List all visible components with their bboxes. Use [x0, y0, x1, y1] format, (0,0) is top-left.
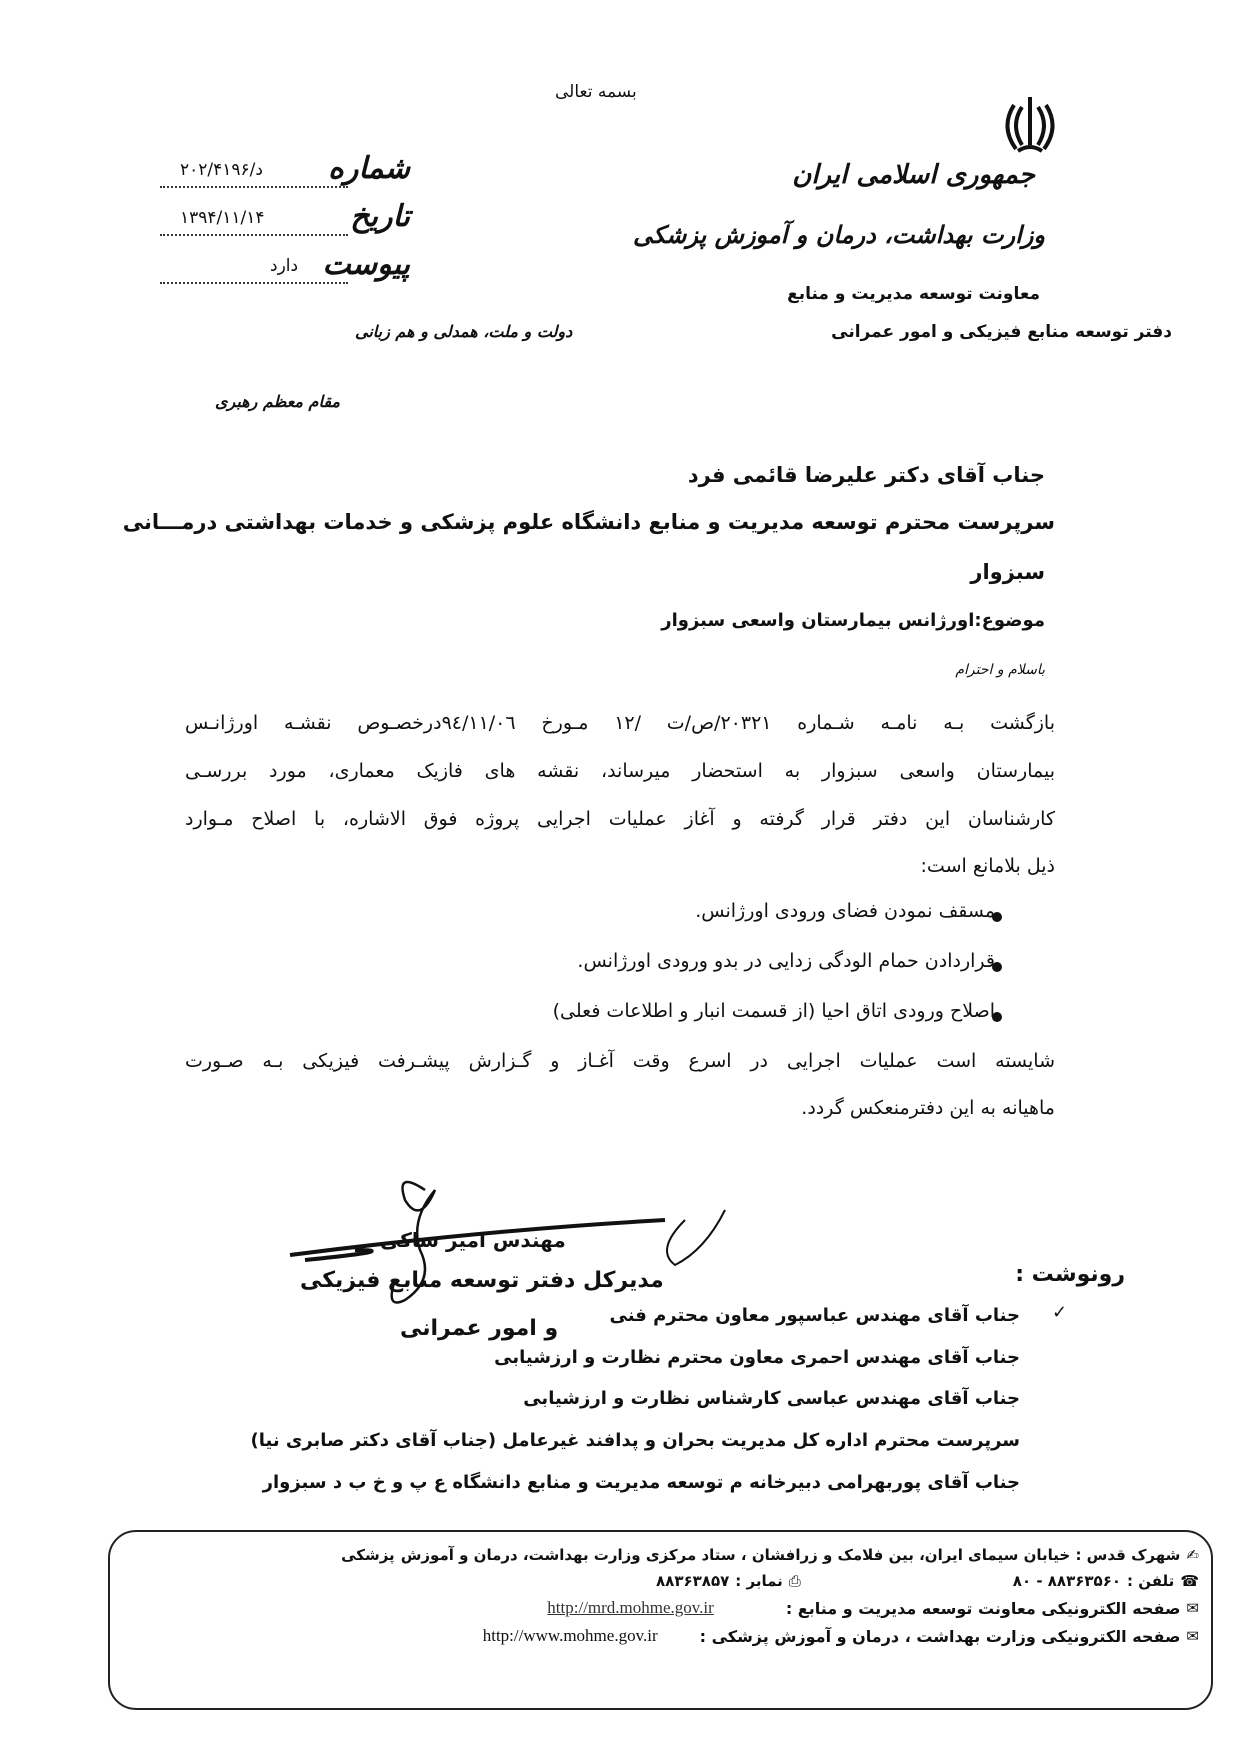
body-line: بیمارستان واسعی سبزوار به استحضار میرساند، نقشه های فازیک معماری، مورد بررسـی — [185, 760, 1055, 782]
bullet-item: قراردادن حمام الودگی زدایی در بدو ورودی اورژانس. — [577, 950, 995, 972]
deputy-title: معاونت توسعه مدیریت و منابع — [787, 284, 1040, 304]
web2-link[interactable]: http://www.mohme.gov.ir — [482, 1626, 658, 1645]
cc-item: جناب آقای مهندس عباسی کارشناس نظارت و ارزشیابی — [523, 1388, 1020, 1409]
republic-title: جمهوری اسلامی ایران — [792, 160, 1035, 190]
dotted-line — [160, 234, 348, 236]
office-title: دفتر توسعه منابع فیزیکی و امور عمرانی — [831, 322, 1172, 342]
bullet-item: اصلاح ورودی اتاق احیا (از قسمت انبار و اطلاعات فعلی) — [552, 1000, 995, 1022]
pen-icon: ✍ — [1186, 1546, 1199, 1564]
addressee-name: جناب آقای دکتر علیرضا قائمی فرد — [687, 463, 1045, 487]
signer-title: مدیرکل دفتر توسعه منابع فیزیکی — [300, 1268, 664, 1293]
number-value: د/۲۰۲/۴۱۹۶ — [180, 160, 263, 180]
body-line: بازگشت بـه نامـه شـماره ۲۰۳۲۱/ص/ت /۱۲ مـورخ ۹٤/۱۱/۰٦درخصـوص نقشـه اورژانـس — [185, 712, 1055, 734]
check-icon: ✓ — [1052, 1302, 1068, 1323]
signer-name: مهندس امیر ساکی — [380, 1228, 566, 1252]
dotted-line — [160, 282, 348, 284]
body-line: کارشناسان این دفتر قرار گرفته و آغاز عملیات اجرایی پروژه فوق الاشاره، با اصلاح مـوارد — [185, 808, 1055, 830]
letter-date-field — [160, 198, 410, 238]
phone-fax-row — [122, 1572, 1199, 1590]
phone-value: ۸۸۳۶۳۵۶۰ - ۸۰ — [1012, 1572, 1122, 1590]
attachment-label: پیوست — [322, 247, 410, 282]
number-label: شماره — [328, 151, 410, 186]
cc-item: جناب آقای مهندس عباسپور معاون محترم فنی — [609, 1305, 1020, 1326]
cc-item: جناب آقای پوربهرامی دبیرخانه م توسعه مدیریت و منابع دانشگاه ع پ و خ ب د سبزوار — [262, 1472, 1020, 1493]
address-line: شهرک قدس : خیابان سیمای ایران، بین فلامک و زرافشان ، ستاد مرکزی وزارت بهداشت، درمان و آموزش — [400, 1546, 1181, 1564]
date-value: ۱۳۹۴/۱۱/۱۴ — [180, 208, 265, 228]
web1-row — [122, 1598, 1199, 1618]
web1-label: صفحه الکترونیکی معاونت توسعه مدیریت و منابع : — [785, 1598, 1181, 1618]
envelope-icon: ✉ — [1186, 1599, 1199, 1617]
web2-row — [122, 1626, 1199, 1646]
closing-line: ماهیانه به این دفترمنعکس گردد. — [801, 1097, 1055, 1119]
cc-item: سرپرست محترم اداره کل مدیریت بحران و پدافند غیرعامل (جناب آقای دکتر صابری نیا) — [250, 1430, 1020, 1451]
footer-box — [108, 1530, 1213, 1710]
envelope-icon: ✉ — [1186, 1627, 1199, 1645]
body-line: ذیل بلامانع است: — [920, 855, 1055, 877]
address-row — [122, 1546, 1199, 1564]
fax-icon: ⎙ — [788, 1572, 801, 1590]
emblem-icon — [1000, 95, 1060, 157]
slogan-source: مقام معظم رهبری — [215, 392, 340, 411]
phone-icon: ☎ — [1180, 1572, 1199, 1590]
web1-link[interactable]: http://mrd.mohme.gov.ir — [547, 1598, 714, 1617]
invocation: بسمه تعالی — [555, 82, 637, 102]
letter-number-field — [160, 150, 410, 190]
date-label: تاریخ — [350, 199, 410, 234]
bullet-item: مسقف نمودن فضای ورودی اورژانس. — [695, 900, 995, 922]
phone-label: تلفن : — [1127, 1572, 1175, 1590]
cc-label: رونوشت : — [1015, 1262, 1125, 1287]
addressee-city: سبزوار — [970, 560, 1045, 584]
signer-title-cont: و امور عمرانی — [400, 1316, 559, 1341]
slogan: دولت و ملت، همدلی و هم زبانی — [355, 322, 573, 341]
attachment-field — [160, 246, 410, 286]
web2-label: صفحه الکترونیکی وزارت بهداشت ، درمان و آموزش پزشکی : — [699, 1626, 1181, 1646]
fax-label: نمابر : — [735, 1572, 783, 1590]
attachment-value: دارد — [270, 256, 299, 276]
subject-line: موضوع:اورژانس بیمارستان واسعی سبزوار — [661, 610, 1045, 631]
address-line-cont: پزشکی — [341, 1546, 395, 1564]
closing-line: شایسته است عملیات اجرایی در اسرع وقت آغـاز و گـزارش پیشـرفت فیزیکی بـه صـورت — [185, 1050, 1055, 1072]
cc-item: جناب آقای مهندس احمری معاون محترم نظارت و ارزشیابی — [494, 1347, 1020, 1368]
addressee-title: سرپرست محترم توسعه مدیریت و منابع دانشگاه علوم پزشکی و خدمات بهداشتی درمـــانی — [122, 510, 1055, 534]
fax-value: ۸۸۳۶۳۸۵۷ — [656, 1572, 730, 1590]
ministry-title: وزارت بهداشت، درمان و آموزش پزشکی — [633, 220, 1045, 249]
dotted-line — [160, 186, 348, 188]
greeting: باسلام و احترام — [955, 662, 1045, 678]
